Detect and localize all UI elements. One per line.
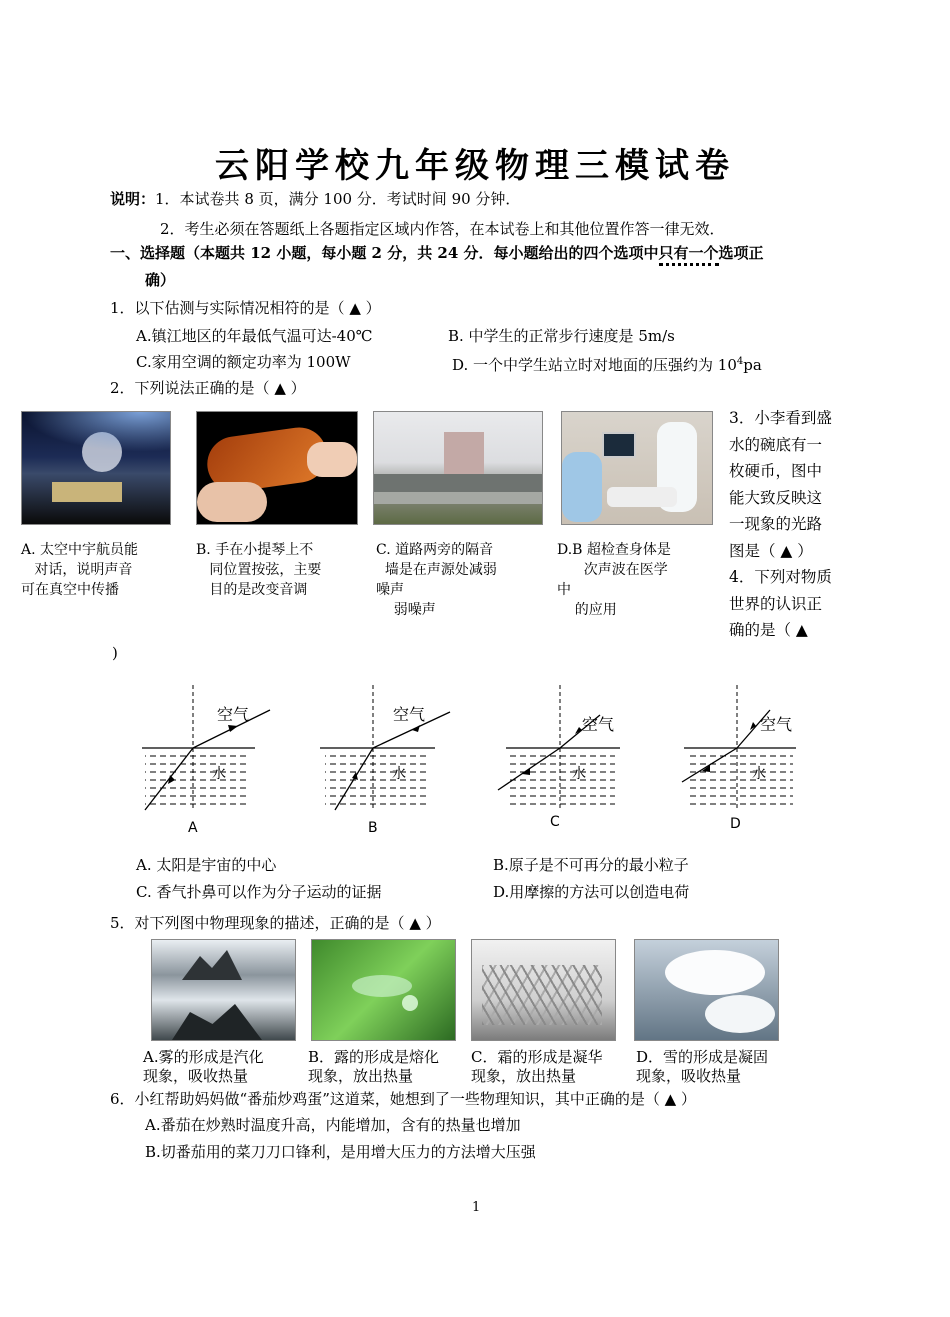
q3-line: 水的碗底有一 bbox=[729, 435, 823, 454]
page-title: 云阳学校九年级物理三模试卷 bbox=[215, 146, 735, 186]
q6-option-b: B.切番茄用的菜刀刀口锋利，是用增大压力的方法增大压强 bbox=[145, 1143, 536, 1161]
q1-option-d-unit: pa bbox=[743, 356, 762, 374]
diagram-label-d: D bbox=[730, 816, 741, 832]
frost-photo bbox=[471, 939, 616, 1041]
diagram-label-b: B bbox=[368, 820, 378, 836]
ultrasound-photo bbox=[561, 411, 713, 525]
q5-stem: 5．对下列图中物理现象的描述，正确的是（ ▲ ） bbox=[110, 914, 441, 932]
q1-option-d-exponent: 4 bbox=[736, 356, 744, 367]
q4-option-d: D.用摩擦的方法可以创造电荷 bbox=[493, 883, 690, 901]
air-label: 空气 bbox=[760, 715, 793, 734]
instructions-line2: 2．考生必须在答题纸上各题指定区域内作答，在本试卷上和其他位置作答一律无效． bbox=[160, 220, 725, 238]
q5-option-b: B．露的形成是熔化 现象，放出热量 bbox=[308, 1048, 440, 1085]
q4-option-a: A. 太阳是宇宙的中心 bbox=[136, 856, 277, 874]
q5-option-c: C．霜的形成是凝华 现象，放出热量 bbox=[471, 1048, 603, 1085]
section-heading-part-a: 一、选择题（本题共 12 小题，每小题 2 分，共 24 分．每小题给出的四个选项中 bbox=[110, 244, 659, 262]
q1-option-c: C.家用空调的额定功率为 100W bbox=[136, 353, 351, 371]
section-heading-emphasis: 只有一个 bbox=[659, 244, 719, 266]
q5-option-a: A.雾的形成是汽化 现象，吸收热量 bbox=[143, 1048, 264, 1085]
q4-line: 确的是（ ▲ bbox=[729, 621, 808, 639]
instructions-line1 bbox=[110, 189, 520, 209]
dew-photo bbox=[311, 939, 456, 1041]
q2-option-b: B. 手在小提琴上不 同位置按弦，主要 目的是改变音调 bbox=[196, 542, 322, 598]
q2-option-c: C. 道路两旁的隔音 墙是在声源处减弱 噪声 弱噪声 bbox=[376, 542, 497, 618]
light-path-diagrams bbox=[120, 680, 820, 840]
water-label: 水 bbox=[392, 766, 406, 782]
q5-option-d: D．雪的形成是凝固 现象，吸收热量 bbox=[636, 1048, 769, 1085]
q4-line: 世界的认识正 bbox=[729, 594, 823, 613]
q1-option-a: A.镇江地区的年最低气温可达-40℃ bbox=[136, 327, 373, 345]
water-label: 水 bbox=[212, 766, 226, 782]
q6-option-a: A.番茄在炒熟时温度升高，内能增加，含有的热量也增加 bbox=[145, 1116, 521, 1134]
diagram-c bbox=[498, 685, 620, 830]
q3-text bbox=[729, 405, 832, 644]
q4-option-c: C. 香气扑鼻可以作为分子运动的证据 bbox=[136, 883, 382, 901]
water-label: 水 bbox=[572, 766, 586, 782]
water-label: 水 bbox=[752, 766, 766, 782]
section-heading-line2: 确） bbox=[145, 271, 176, 289]
q4-close-paren: ) bbox=[112, 644, 118, 662]
q6-stem: 6．小红帮助妈妈做“番茄炒鸡蛋”这道菜，她想到了一些物理知识，其中正确的是（ ▲ ） bbox=[110, 1090, 696, 1108]
air-label: 空气 bbox=[393, 705, 426, 724]
section-heading bbox=[110, 243, 764, 263]
diagram-a bbox=[142, 685, 270, 836]
q4-line: 4．下列对物质 bbox=[729, 568, 832, 586]
astronaut-photo bbox=[21, 411, 171, 525]
instructions-text1: 1．本试卷共 8 页，满分 100 分．考试时间 90 分钟． bbox=[155, 190, 521, 208]
q2-option-d: D.B 超检查身体是 次声波在医学 中 的应用 bbox=[557, 542, 671, 618]
air-label: 空气 bbox=[217, 705, 250, 724]
diagram-b bbox=[320, 685, 450, 836]
sound-barrier-photo bbox=[373, 411, 543, 525]
q3-line: 能大致反映这 bbox=[729, 488, 823, 507]
page-number: 1 bbox=[472, 1200, 481, 1215]
q3-line: 一现象的光路 bbox=[729, 515, 823, 533]
q2-option-a: A. 太空中宇航员能 对话，说明声音 可在真空中传播 bbox=[21, 542, 139, 598]
diagram-d bbox=[682, 685, 796, 832]
q1-option-d bbox=[452, 352, 762, 375]
diagram-label-c: C bbox=[550, 814, 560, 830]
q2-stem: 2．下列说法正确的是（ ▲ ） bbox=[110, 379, 306, 397]
q3-line: 3．小李看到盛 bbox=[729, 409, 832, 427]
air-label: 空气 bbox=[582, 715, 615, 734]
violin-photo bbox=[196, 411, 358, 525]
q4-option-b: B.原子是不可再分的最小粒子 bbox=[493, 856, 689, 874]
q3-line: 枚硬币，图中 bbox=[729, 462, 823, 480]
q1-option-d-text: D. 一个中学生站立时对地面的压强约为 10 bbox=[452, 356, 737, 374]
q3-line: 图是（ ▲ ） bbox=[729, 541, 813, 560]
fog-photo bbox=[151, 939, 296, 1041]
diagram-label-a: A bbox=[188, 820, 198, 836]
section-heading-part-b: 选项正 bbox=[718, 244, 764, 262]
snow-photo bbox=[634, 939, 779, 1041]
q1-option-b: B. 中学生的正常步行速度是 5m/s bbox=[448, 327, 675, 345]
q1-stem: 1．以下估测与实际情况相符的是（ ▲ ） bbox=[110, 299, 381, 317]
instructions-label: 说明： bbox=[110, 190, 156, 208]
